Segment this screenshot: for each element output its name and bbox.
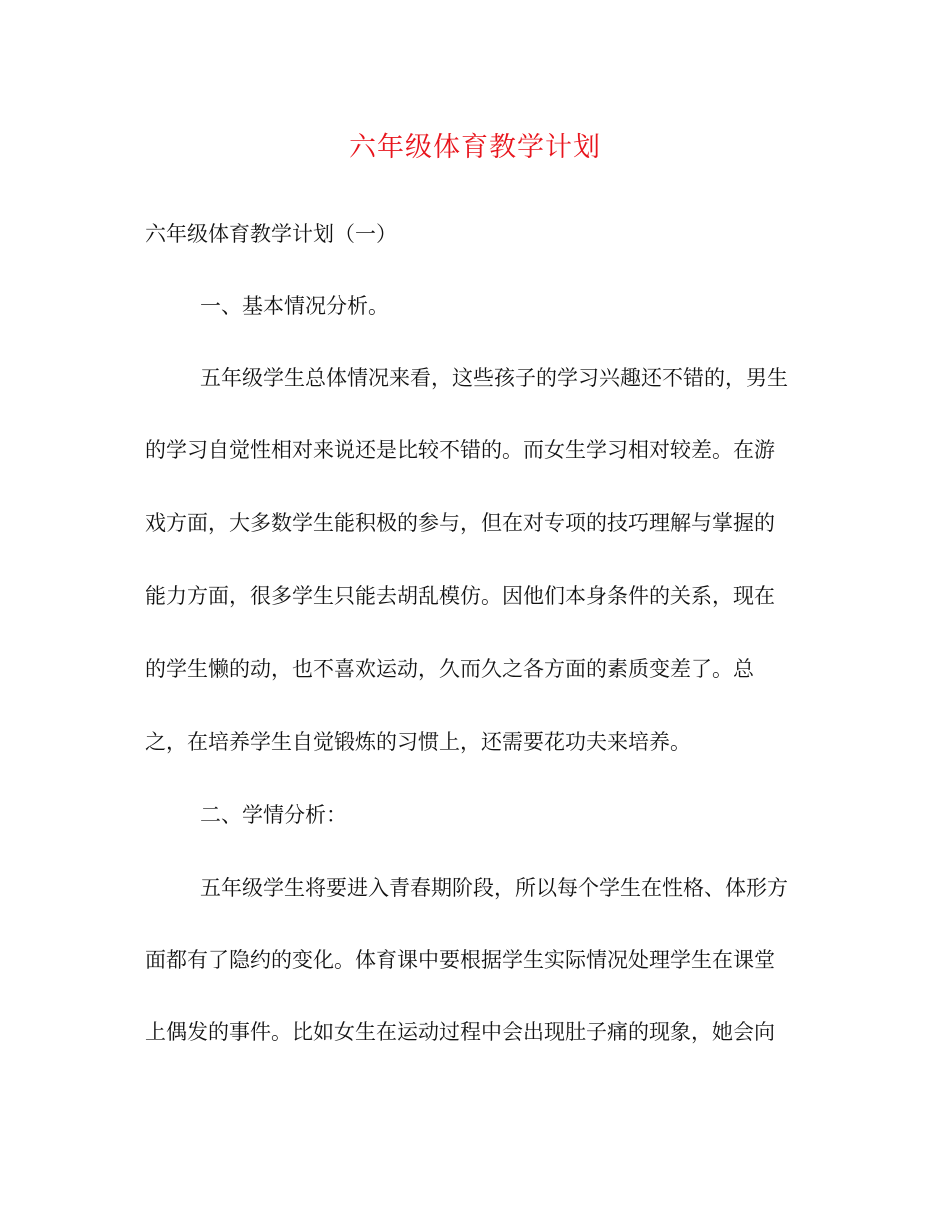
document-title: 六年级体育教学计划 [349, 132, 601, 163]
paragraph-line: 五年级学生将要进入青春期阶段，所以每个学生在性格、体形方 [200, 876, 788, 900]
subheading-basic-situation: 一、基本情况分析。 [200, 294, 389, 318]
paragraph-line: 上偶发的事件。比如女生在运动过程中会出现肚子痛的现象，她会向 [145, 1020, 775, 1044]
subheading-learning-analysis: 二、学情分析： [200, 803, 347, 827]
paragraph-line: 的学生懒的动，也不喜欢运动，久而久之各方面的素质变差了。总 [145, 657, 754, 681]
paragraph-line: 的学习自觉性相对来说还是比较不错的。而女生学习相对较差。在游 [145, 438, 775, 462]
paragraph-line: 五年级学生总体情况来看，这些孩子的学习兴趣还不错的，男生 [200, 366, 788, 390]
section-heading: 六年级体育教学计划（一） [145, 222, 397, 246]
paragraph-line: 面都有了隐约的变化。体育课中要根据学生实际情况处理学生在课堂 [145, 948, 775, 972]
paragraph-line: 之，在培养学生自觉锻炼的习惯上，还需要花功夫来培养。 [145, 730, 691, 754]
paragraph-line: 戏方面，大多数学生能积极的参与，但在对专项的技巧理解与掌握的 [145, 511, 775, 535]
paragraph-line: 能力方面，很多学生只能去胡乱模仿。因他们本身条件的关系，现在 [145, 584, 775, 608]
